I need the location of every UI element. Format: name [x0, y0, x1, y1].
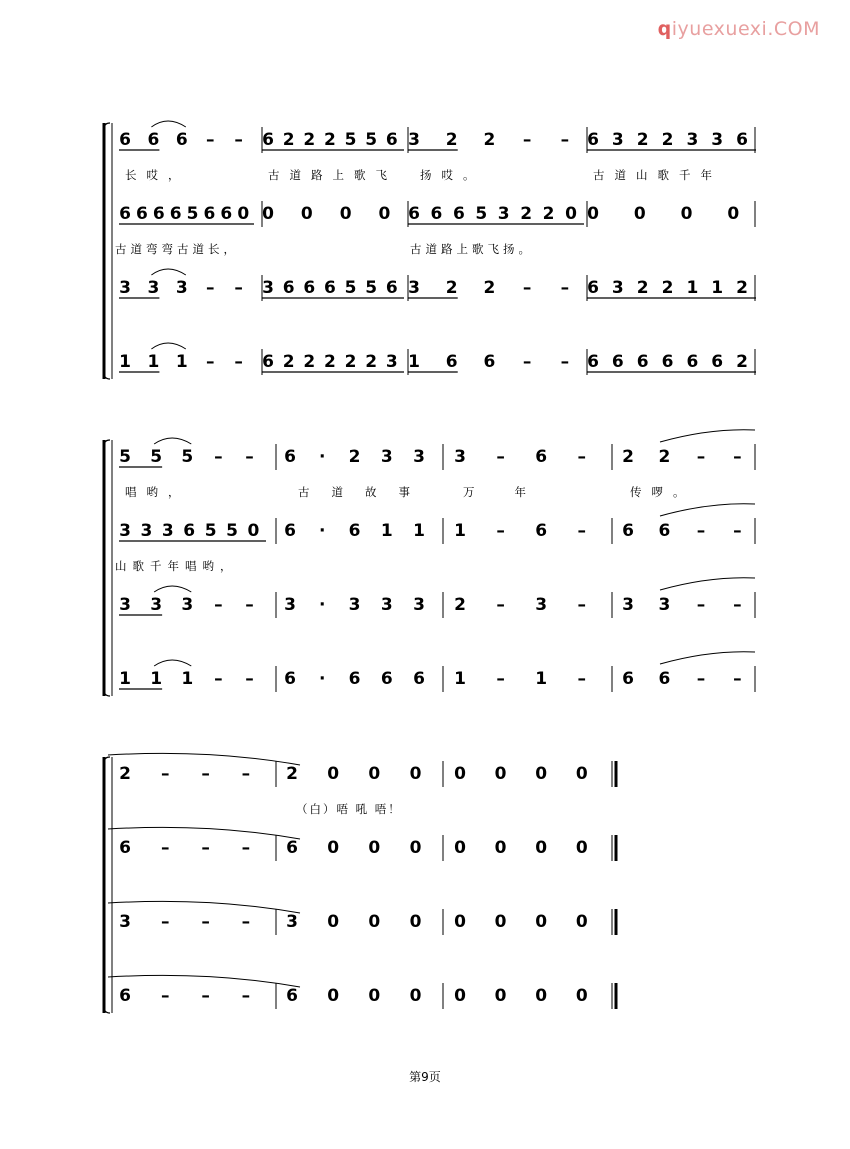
note: 2 [323, 352, 336, 372]
note: 6 [284, 521, 296, 541]
note: 2 [282, 352, 295, 372]
note: 3 [535, 595, 548, 615]
note: 6 [711, 352, 724, 372]
note: 5 [344, 130, 357, 150]
note: 2 [542, 204, 555, 224]
lyric-line: （白）唔 吼 唔！ [296, 802, 402, 816]
note: 0 [535, 838, 548, 858]
note: 0 [368, 838, 381, 858]
note: 6 [119, 204, 131, 224]
note: 3 [711, 130, 724, 150]
note: – [201, 838, 210, 858]
note: – [201, 912, 210, 932]
note: 2 [661, 278, 674, 298]
watermark-text: iyuexuexi.COM [671, 18, 820, 40]
tie [660, 504, 755, 516]
note: 2 [736, 352, 748, 372]
note: 6 [147, 130, 160, 150]
note: 0 [680, 204, 693, 224]
note: 0 [237, 204, 250, 224]
note: – [161, 912, 170, 932]
note: – [214, 669, 223, 689]
note: 0 [378, 204, 391, 224]
note: 1 [535, 669, 548, 689]
note: 6 [483, 352, 496, 372]
note: 6 [611, 352, 624, 372]
note: 3 [119, 912, 131, 932]
note: 3 [286, 912, 298, 932]
note: 0 [575, 764, 588, 784]
tie [660, 578, 755, 590]
note: – [696, 521, 706, 541]
note: – [733, 447, 742, 467]
watermark-logo-icon: q [657, 18, 672, 40]
note: 0 [575, 838, 588, 858]
note: 3 [175, 278, 188, 298]
note: – [496, 669, 505, 689]
note: – [245, 447, 254, 467]
note: 3 [262, 278, 274, 298]
note: 6 [658, 521, 671, 541]
note: – [161, 986, 170, 1006]
note: 3 [454, 447, 466, 467]
note: 1 [454, 669, 466, 689]
note: 1 [181, 669, 194, 689]
note: – [161, 764, 170, 784]
note: 0 [494, 764, 507, 784]
note: – [733, 669, 742, 689]
note: 6 [385, 130, 398, 150]
note: 6 [686, 352, 699, 372]
note: 2 [483, 278, 496, 298]
note: 1 [147, 352, 160, 372]
note: 3 [611, 278, 624, 298]
note: 3 [385, 352, 398, 372]
note: – [560, 352, 570, 372]
note: – [577, 447, 587, 467]
note: – [577, 521, 587, 541]
note: 0 [368, 764, 381, 784]
note: – [496, 447, 505, 467]
note: 6 [175, 130, 188, 150]
note: 2 [282, 130, 295, 150]
note: 3 [622, 595, 634, 615]
slur [154, 438, 191, 444]
note: 2 [636, 278, 649, 298]
note: 0 [494, 986, 507, 1006]
note: – [696, 447, 706, 467]
note: 0 [327, 986, 340, 1006]
note: 6 [636, 352, 649, 372]
note: · [319, 447, 326, 467]
note: 2 [736, 278, 748, 298]
note: 6 [119, 986, 131, 1006]
note: 1 [413, 521, 426, 541]
note: 5 [181, 447, 194, 467]
lyric-line: 传啰。 [630, 485, 695, 499]
note: 6 [262, 352, 274, 372]
lyric-line: 万年 [463, 485, 566, 499]
note: 0 [339, 204, 352, 224]
note: 3 [119, 595, 131, 615]
note: 6 [282, 278, 295, 298]
note: 0 [727, 204, 740, 224]
note: 3 [408, 278, 420, 298]
note: 3 [119, 278, 131, 298]
note: 2 [483, 130, 496, 150]
note: – [522, 130, 532, 150]
note: 0 [454, 986, 466, 1006]
note: 0 [454, 838, 466, 858]
note: 1 [150, 669, 163, 689]
note: 0 [327, 764, 340, 784]
slur [151, 343, 185, 349]
note: – [201, 986, 210, 1006]
note: – [234, 278, 243, 298]
note: 2 [445, 278, 458, 298]
note: 6 [658, 669, 671, 689]
note: 2 [445, 130, 458, 150]
note: – [696, 669, 706, 689]
note: 6 [152, 204, 165, 224]
note: 6 [408, 204, 420, 224]
note: 6 [203, 204, 216, 224]
slur [154, 660, 191, 666]
note: 3 [181, 595, 194, 615]
note: 2 [303, 352, 316, 372]
note: – [214, 595, 223, 615]
note: – [201, 764, 210, 784]
note: 0 [409, 986, 422, 1006]
note: 5 [365, 130, 378, 150]
note: – [696, 595, 706, 615]
note: 6 [323, 278, 336, 298]
note: 1 [454, 521, 466, 541]
note: 2 [286, 764, 298, 784]
note: 1 [686, 278, 699, 298]
note: 2 [323, 130, 336, 150]
note: 2 [658, 447, 671, 467]
note: 3 [284, 595, 296, 615]
note: 6 [535, 447, 548, 467]
note: 6 [452, 204, 465, 224]
note: – [214, 447, 223, 467]
note: 1 [711, 278, 724, 298]
note: 3 [380, 595, 393, 615]
note: 0 [565, 204, 577, 224]
note: 6 [262, 130, 274, 150]
note: – [241, 986, 251, 1006]
note: 2 [365, 352, 378, 372]
note: 6 [587, 278, 599, 298]
note: 3 [658, 595, 671, 615]
note: – [522, 278, 532, 298]
note: 6 [183, 521, 196, 541]
note: – [205, 278, 215, 298]
note: 1 [380, 521, 393, 541]
note: 0 [494, 912, 507, 932]
note: – [205, 352, 215, 372]
note: 0 [633, 204, 646, 224]
note: – [577, 595, 587, 615]
note: 6 [119, 130, 131, 150]
note: 1 [119, 669, 131, 689]
note: 0 [535, 986, 548, 1006]
note: 1 [119, 352, 131, 372]
note: – [496, 521, 505, 541]
note: 6 [622, 521, 634, 541]
note: 6 [535, 521, 548, 541]
note: 0 [535, 912, 548, 932]
slur [154, 586, 191, 592]
lyric-line: 古道路上歌飞扬。 [410, 242, 534, 256]
note: 2 [520, 204, 533, 224]
note: 0 [454, 764, 466, 784]
lyric-line: 古道弯弯古道长， [115, 242, 239, 256]
note: 6 [286, 838, 298, 858]
note: 3 [348, 595, 361, 615]
note: – [241, 838, 251, 858]
slur [151, 269, 185, 275]
note: · [319, 595, 326, 615]
note: 2 [119, 764, 131, 784]
note: · [319, 521, 326, 541]
note: 3 [413, 595, 426, 615]
note: 6 [661, 352, 674, 372]
note: 6 [284, 669, 296, 689]
note: 2 [636, 130, 649, 150]
note: 1 [408, 352, 420, 372]
note: 2 [303, 130, 316, 150]
note: 2 [344, 352, 357, 372]
note: – [560, 130, 570, 150]
note: 0 [247, 521, 260, 541]
note: 6 [736, 130, 748, 150]
lyric-line: 古道路上歌飞 [268, 168, 397, 182]
note: 0 [587, 204, 599, 224]
note: 0 [327, 838, 340, 858]
note: 3 [161, 521, 174, 541]
note: 6 [286, 986, 298, 1006]
note: 3 [413, 447, 426, 467]
note: 6 [348, 669, 361, 689]
note: 3 [150, 595, 163, 615]
note: – [522, 352, 532, 372]
note: 3 [497, 204, 510, 224]
note: 0 [300, 204, 313, 224]
note: 5 [226, 521, 238, 541]
note: 6 [119, 838, 131, 858]
note: 2 [661, 130, 674, 150]
note: 0 [409, 912, 422, 932]
note: 3 [140, 521, 153, 541]
tie [660, 430, 755, 442]
note: 6 [445, 352, 458, 372]
lyric-line: 长哎， [125, 168, 190, 182]
note: – [577, 669, 587, 689]
note: 5 [204, 521, 217, 541]
note: – [733, 521, 742, 541]
note: 1 [175, 352, 188, 372]
note: – [234, 352, 243, 372]
note: 0 [368, 986, 381, 1006]
note: 2 [454, 595, 466, 615]
note: 2 [348, 447, 361, 467]
note: 6 [284, 447, 296, 467]
note: 3 [380, 447, 393, 467]
note: 0 [409, 838, 422, 858]
note: 6 [303, 278, 316, 298]
note: 0 [368, 912, 381, 932]
note: 3 [147, 278, 160, 298]
lyric-line: 古道故事 [298, 485, 432, 499]
note: 5 [344, 278, 357, 298]
note: – [245, 669, 254, 689]
lyric-line: 山歌千年唱哟， [115, 559, 238, 573]
note: – [496, 595, 505, 615]
note: 6 [348, 521, 361, 541]
note: 6 [622, 669, 634, 689]
note: 0 [575, 986, 588, 1006]
note: – [245, 595, 254, 615]
note: 6 [135, 204, 148, 224]
note: 3 [611, 130, 624, 150]
note: – [241, 764, 251, 784]
note: 5 [475, 204, 488, 224]
note: 0 [262, 204, 274, 224]
note: 0 [575, 912, 588, 932]
note: 3 [686, 130, 699, 150]
page-number: 第9页 [409, 1070, 441, 1084]
note: 0 [454, 912, 466, 932]
note: 0 [494, 838, 507, 858]
lyric-line: 唱哟， [125, 485, 190, 499]
note: – [234, 130, 243, 150]
note: – [733, 595, 742, 615]
note: 6 [380, 669, 393, 689]
note: 5 [186, 204, 199, 224]
note: · [319, 669, 326, 689]
note: 0 [409, 764, 422, 784]
note: 6 [430, 204, 443, 224]
note: 0 [535, 764, 548, 784]
note: 6 [220, 204, 233, 224]
note: 6 [587, 130, 599, 150]
note: – [161, 838, 170, 858]
note: 3 [119, 521, 131, 541]
note: – [560, 278, 570, 298]
note: 6 [413, 669, 426, 689]
note: 5 [150, 447, 163, 467]
note: 0 [327, 912, 340, 932]
slur [151, 121, 185, 127]
note: – [205, 130, 215, 150]
note: 5 [365, 278, 378, 298]
lyric-line: 扬哎。 [420, 168, 485, 182]
note: – [241, 912, 251, 932]
note: 2 [622, 447, 634, 467]
note: 5 [119, 447, 131, 467]
note: 3 [408, 130, 420, 150]
note: 6 [385, 278, 398, 298]
tie [660, 652, 755, 664]
note: 6 [587, 352, 599, 372]
lyric-line: 古道山歌千年 [593, 168, 722, 182]
note: 6 [169, 204, 182, 224]
